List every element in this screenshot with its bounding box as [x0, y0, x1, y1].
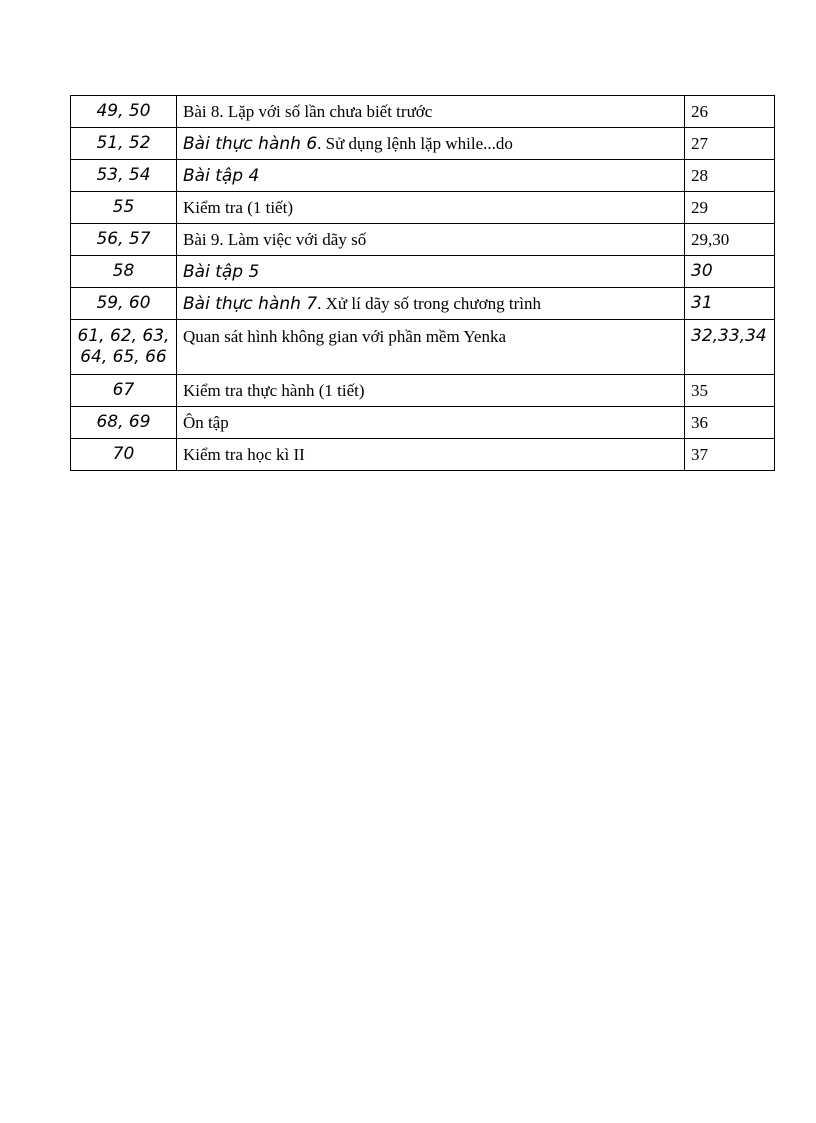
lesson-number: 53, 54 — [71, 160, 177, 192]
lesson-title-text: . Sử dụng lệnh lặp while...do — [317, 133, 513, 153]
lesson-title-text: Kiểm tra học kì II — [183, 444, 305, 464]
lesson-title — [177, 288, 685, 320]
table-row — [71, 256, 775, 288]
lesson-title-italic: Bài thực hành 7 — [183, 293, 318, 314]
lesson-number: 55 — [71, 192, 177, 224]
lesson-number: 70 — [71, 439, 177, 471]
lesson-title-text: Ôn tập — [183, 412, 229, 432]
lesson-title — [177, 224, 685, 256]
week-number: 35 — [685, 375, 775, 407]
lesson-title-text: . Xử lí dãy số trong chương trình — [317, 293, 541, 313]
lesson-title-text: Kiểm tra thực hành (1 tiết) — [183, 380, 365, 400]
curriculum-table — [70, 95, 775, 471]
week-number: 36 — [685, 407, 775, 439]
lesson-title-italic: Bài tập 4 — [183, 165, 260, 186]
lesson-title — [177, 128, 685, 160]
lesson-number: 51, 52 — [71, 128, 177, 160]
table-row — [71, 224, 775, 256]
week-number: 28 — [685, 160, 775, 192]
lesson-number: 59, 60 — [71, 288, 177, 320]
table-row — [71, 192, 775, 224]
table-row — [71, 439, 775, 471]
week-number: 32,33,34 — [685, 320, 775, 375]
lesson-title-text: Quan sát hình không gian với phần mềm Yenka — [183, 327, 506, 346]
table-row — [71, 320, 775, 375]
lesson-number: 49, 50 — [71, 96, 177, 128]
table-row — [71, 407, 775, 439]
lesson-title — [177, 320, 685, 375]
week-number: 27 — [685, 128, 775, 160]
week-number: 37 — [685, 439, 775, 471]
lesson-title — [177, 96, 685, 128]
lesson-title — [177, 192, 685, 224]
lesson-title-text: Bài 9. Làm việc với dãy số — [183, 229, 367, 249]
lesson-title-italic: Bài thực hành 6 — [183, 133, 318, 154]
lesson-number: 56, 57 — [71, 224, 177, 256]
week-number: 30 — [685, 256, 775, 288]
lesson-title-text: Bài 8. Lặp với số lần chưa biết trước — [183, 101, 433, 121]
lesson-number: 68, 69 — [71, 407, 177, 439]
week-number: 29,30 — [685, 224, 775, 256]
lesson-number: 61, 62, 63, 64, 65, 66 — [71, 320, 177, 375]
week-number: 29 — [685, 192, 775, 224]
table-row — [71, 96, 775, 128]
lesson-number: 67 — [71, 375, 177, 407]
table-row — [71, 375, 775, 407]
lesson-title — [177, 439, 685, 471]
lesson-title-italic: Bài tập 5 — [183, 261, 260, 282]
lesson-number: 58 — [71, 256, 177, 288]
lesson-title — [177, 375, 685, 407]
lesson-title — [177, 256, 685, 288]
lesson-title — [177, 407, 685, 439]
table-row — [71, 288, 775, 320]
week-number: 26 — [685, 96, 775, 128]
table-row — [71, 128, 775, 160]
lesson-title-text: Kiểm tra (1 tiết) — [183, 197, 293, 217]
week-number: 31 — [685, 288, 775, 320]
lesson-title — [177, 160, 685, 192]
table-row — [71, 160, 775, 192]
